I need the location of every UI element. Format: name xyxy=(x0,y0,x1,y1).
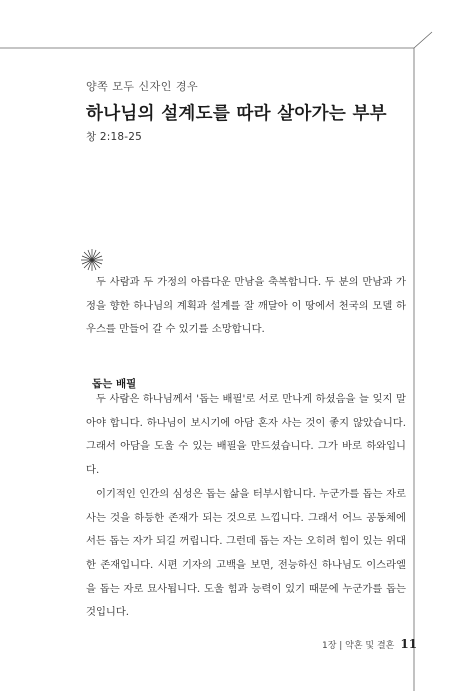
footer-chapter: 1장 | 약혼 및 결혼 xyxy=(322,641,395,651)
paragraph-2: 이기적인 인간의 심성은 돕는 삶을 터부시합니다. 누군가를 돕는 자로 사는 것을 하등한 존재가 되는 것으로 느낍니다. 그래서 어느 공동체에서든 돕는 자가 되길 꺼립니다. 그런데 돕는 자는 오히려 힘이 있는 위대한 존재입니다. 시편 기자의 고백을 보면, 전능하신 하나님도 이스라엘을 돕는 자로 묘사됩니다. 도울 힘과 능력이 있기 때문에 누군가를 돕는 것입니다. xyxy=(86,487,406,619)
page-title: 하나님의 설계도를 따라 살아가는 부부 xyxy=(86,104,387,124)
scripture-reference: 창 2:18-25 xyxy=(86,131,143,143)
intro-text: 두 사람과 두 가정의 아름다운 만남을 축복합니다. 두 분의 만남과 가정을 향한 하나님의 계획과 설계를 잘 깨달아 이 땅에서 천국의 모델 하우스를 만들어 갈 수 있기를 소망합니다. xyxy=(86,276,406,336)
intro-paragraph xyxy=(86,271,406,342)
chapter-subtitle: 양쪽 모두 신자인 경우 xyxy=(86,80,199,93)
section-heading: 돕는 배필 xyxy=(92,378,137,390)
star-burst-icon xyxy=(80,248,104,272)
page-footer xyxy=(322,637,417,651)
section-body xyxy=(86,388,406,625)
page-number: 11 xyxy=(400,637,418,651)
paragraph-1: 두 사람은 하나님께서 '돕는 배필'로 서로 만나게 하셨음을 늘 잊지 말아야 합니다. 하나님이 보시기에 아담 혼자 사는 것이 좋지 않았습니다. 그래서 아담을 도울 수 있는 배필을 만드셨습니다. 그가 바로 하와입니다. xyxy=(86,393,406,477)
